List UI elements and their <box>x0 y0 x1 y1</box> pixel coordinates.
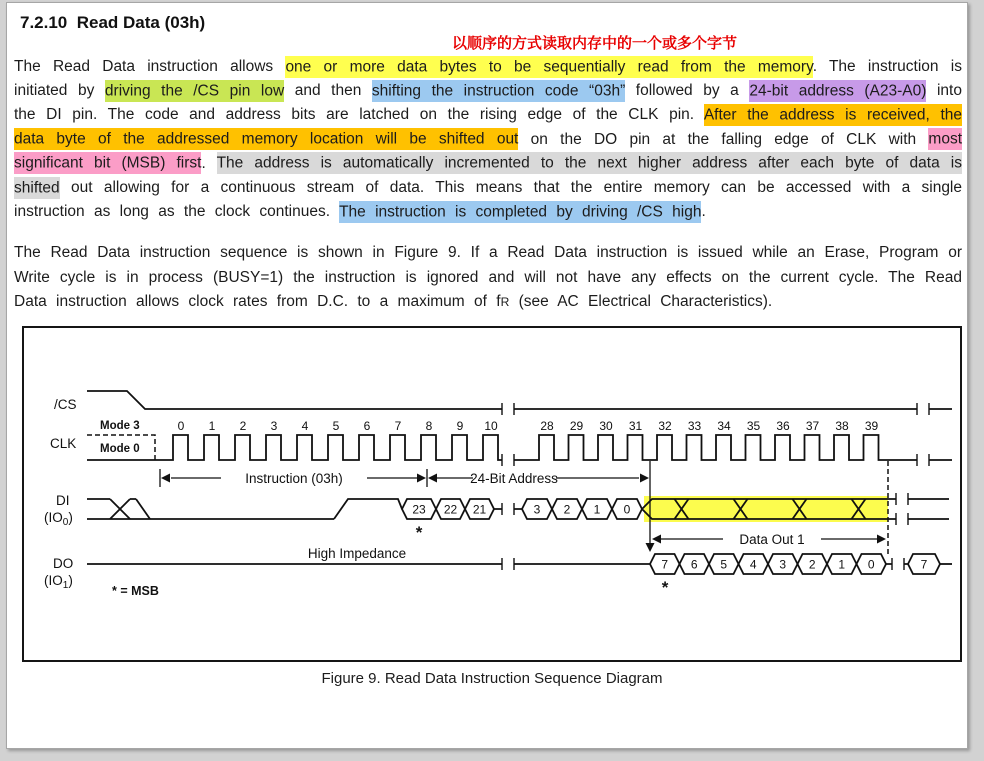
do-bit-label: 5 <box>720 557 728 572</box>
address-span-label: 24-Bit Address <box>470 471 558 487</box>
figure-caption: Figure 9. Read Data Instruction Sequence Diagram <box>321 670 663 688</box>
clk-number: 8 <box>425 419 433 434</box>
do-bit-label: 7 <box>920 557 928 572</box>
msb-legend: * = MSB <box>112 584 159 599</box>
clk-number: 39 <box>864 419 879 434</box>
clk-number: 30 <box>599 419 613 434</box>
chinese-annotation: 以顺序的方式读取内存中的一个或多个字节 <box>452 35 738 52</box>
di-bit-label: 23 <box>412 502 426 517</box>
clk-number: 32 <box>658 419 672 434</box>
clk-number: 35 <box>746 419 761 434</box>
clk-number: 36 <box>776 419 790 434</box>
do-bit-label: 6 <box>690 557 698 572</box>
do-bit-label: 4 <box>749 557 757 572</box>
figure-9-timing-diagram <box>22 326 962 662</box>
clk-number: 10 <box>484 419 498 434</box>
clk-number: 3 <box>270 419 278 434</box>
clk-number: 7 <box>394 419 402 434</box>
mode3-label: Mode 3 <box>100 420 140 433</box>
di-bit-label: 0 <box>623 502 631 517</box>
clk-number: 0 <box>177 419 185 434</box>
cs-signal-label: /CS <box>54 397 77 413</box>
arrow-down-icon <box>646 543 655 552</box>
clk-waveform <box>87 435 952 460</box>
di-io0-label: $(IO_0)$ <box>44 510 73 529</box>
di-bit-label: 22 <box>443 502 458 517</box>
clk-number: 6 <box>363 419 371 434</box>
msb-star-di: * <box>415 523 423 543</box>
clk-number: 2 <box>239 419 247 434</box>
cs-waveform <box>87 391 952 409</box>
di-bit-label: 3 <box>533 502 541 517</box>
instruction-span-label: Instruction (03h) <box>245 471 343 487</box>
do-bit-label: 7 <box>661 557 669 572</box>
data-out-span-label: Data Out 1 <box>739 532 805 548</box>
clk-number: 1 <box>208 419 216 434</box>
do-bit-label: 3 <box>779 557 787 572</box>
clk-number: 34 <box>717 419 731 434</box>
arrow-left-icon <box>652 535 661 544</box>
clk-number: 29 <box>569 419 584 434</box>
di-signal-label: DI <box>56 493 70 509</box>
section-title: 7.2.10 Read Data (03h) <box>20 13 206 32</box>
clk-number: 38 <box>835 419 849 434</box>
di-bit-label: 2 <box>563 502 571 517</box>
arrow-right-icon <box>877 535 886 544</box>
do-bit-label: 0 <box>867 557 875 572</box>
clk-signal-label: CLK <box>50 436 77 452</box>
clk-number: 28 <box>540 419 554 434</box>
clk-number: 31 <box>628 419 643 434</box>
do-waveform <box>87 554 952 574</box>
instruction-span <box>160 469 427 487</box>
address-span <box>428 471 649 486</box>
arrow-right-icon <box>640 474 649 483</box>
clk-number: 37 <box>805 419 820 434</box>
document-page <box>6 2 968 749</box>
do-bit-label: 2 <box>808 557 816 572</box>
clk-number: 4 <box>301 419 309 434</box>
di-bit-label: 21 <box>472 502 487 517</box>
arrow-left-icon <box>161 474 170 483</box>
do-io1-label: $(IO_1)$ <box>44 573 73 592</box>
di-bit-label: 1 <box>593 502 601 517</box>
do-signal-label: DO <box>53 556 74 572</box>
mode0-label: Mode 0 <box>100 443 140 456</box>
clk-number: 33 <box>687 419 702 434</box>
data-out-span <box>652 532 886 547</box>
clk-number: 9 <box>456 419 464 434</box>
msb-star-do: * <box>661 578 669 598</box>
clk-number: 5 <box>332 419 340 434</box>
do-bit-label: 1 <box>838 557 846 572</box>
arrow-right-icon <box>417 474 426 483</box>
paragraph-sequence-notes: The Read Data instruction sequence is shown in Figure 9. If a Read Data instruction is issued while an Erase, Program or Write cycle is in process (BUSY=1) the instruction is ignored and will not have any effects on the current cycle. The Read Data instruction allows clock rates from D.C. to a maximum of fR (see AC Electrical Characteristics). <box>14 244 962 310</box>
paragraph-read-data-description: The Read Data instruction allows one or more data bytes to be sequentially read from the memory. The instruction is initiated by driving the /CS pin low and then shifting the instruction code “03h” followed by a 24-bit address (A23-A0) into the DI pin. The code and address bits are latched on the rising edge of the CLK pin. After the address is received, the data byte of the addressed memory location will be shifted out on the DO pin at the falling edge of CLK with most significant bit (MSB) first. The address is automatically incremented to the next higher address after each byte of data is shifted out allowing for a continuous stream of data. This means that the entire memory can be accessed with a single instruction as long as the clock continues. The instruction is completed by driving /CS high. <box>14 55 962 224</box>
arrow-left-icon <box>428 474 437 483</box>
high-impedance-label: High Impedance <box>307 546 407 562</box>
timing-diagram-svg <box>24 328 960 660</box>
